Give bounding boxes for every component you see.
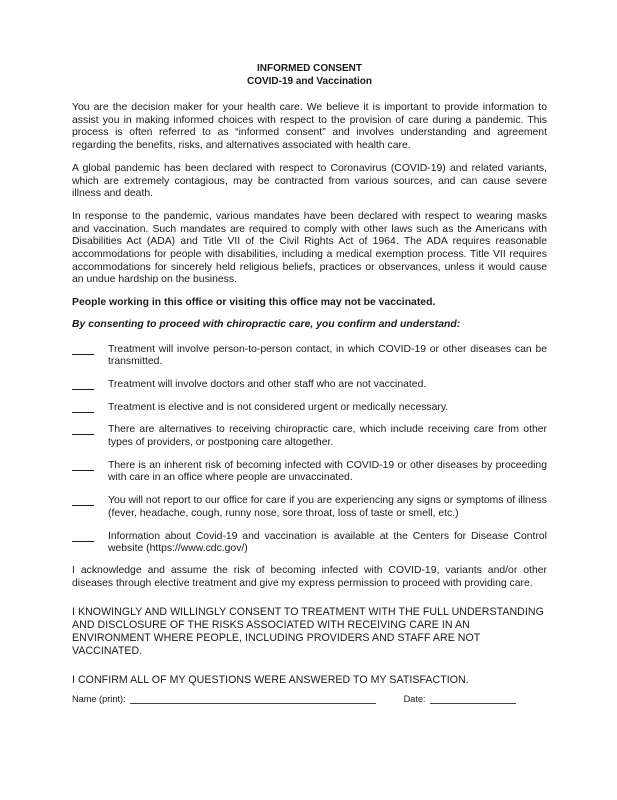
initial-blank[interactable] bbox=[72, 344, 94, 355]
acknowledgement-text: There are alternatives to receiving chiropractic care, which include receiving care from other types of providers, or postponing care altogether. bbox=[108, 424, 547, 449]
acknowledgement-item bbox=[72, 495, 547, 520]
intro-paragraph: You are the decision maker for your health care. We believe it is important to provide information to assist you in making informed choices with respect to the provision of care during a pandemic. This process is often referred to as “informed consent” and involves understanding and agreement regarding the benefits, risks, and alternatives associated with health care. bbox=[72, 102, 547, 152]
acknowledgement-item bbox=[72, 344, 547, 369]
acknowledgement-text: Information about Covid-19 and vaccination is available at the Centers for Disease Control website (https://www.cdc.gov/) bbox=[108, 530, 547, 555]
name-label: Name (print): bbox=[72, 693, 126, 704]
acknowledge-paragraph: I acknowledge and assume the risk of becoming infected with COVID-19, variants and/or other diseases through elective treatment and give my express permission to proceed with providing care. bbox=[72, 564, 547, 589]
acknowledgement-text: Treatment will involve person-to-person contact, in which COVID-19 or other diseases can be transmitted. bbox=[108, 343, 547, 368]
document-title: INFORMED CONSENT bbox=[257, 63, 362, 74]
acknowledgement-item bbox=[72, 379, 547, 392]
acknowledgement-text: There is an inherent risk of becoming infected with COVID-19 or other diseases by proceeding with care in an office where people are unvaccinated. bbox=[108, 459, 547, 484]
date-field[interactable] bbox=[430, 693, 516, 704]
confirm-heading: By consenting to proceed with chiropractic care, you confirm and understand: bbox=[72, 318, 461, 330]
initial-blank[interactable] bbox=[72, 460, 94, 471]
consent-statement: I KNOWINGLY AND WILLINGLY CONSENT TO TREATMENT WITH THE FULL UNDERSTANDING AND DISCLOSURE OF THE RISKS ASSOCIATED WITH RECEIVING CARE IN AN ENVIRONMENT WHERE PEOPLE, INCLUDING PROVIDERS AND STAFF ARE NOT VACCINATED. bbox=[72, 606, 544, 658]
acknowledgement-text: Treatment will involve doctors and other staff who are not vaccinated. bbox=[108, 378, 427, 390]
document-title-block bbox=[72, 62, 547, 88]
pandemic-paragraph: A global pandemic has been declared with respect to Coronavirus (COVID-19) and related variants, which are extremely contagious, may be contracted from various sources, and can cause severe illness and death. bbox=[72, 162, 547, 200]
initial-blank[interactable] bbox=[72, 379, 94, 390]
name-field[interactable] bbox=[130, 693, 376, 704]
vaccination-notice: People working in this office or visiting this office may not be vaccinated. bbox=[72, 297, 436, 309]
acknowledgement-item bbox=[72, 402, 547, 415]
signature-row bbox=[72, 693, 547, 704]
initial-blank[interactable] bbox=[72, 495, 94, 506]
initial-blank[interactable] bbox=[72, 531, 94, 542]
document-subtitle: COVID-19 and Vaccination bbox=[246, 76, 373, 87]
acknowledgement-item bbox=[72, 424, 547, 449]
mandates-paragraph: In response to the pandemic, various mandates have been declared with respect to wearing masks and vaccination. Such mandates are required to comply with other laws such as the Americans with Disabilities Act (ADA) and Title VII of the Civil Rights Act of 1964. The ADA requires reasonable accommodations for people with disabilities, including a medical exemption process. Title VII requires accommodations for sincerely held religious beliefs, practices or observances, unless it would cause an undue hardship on the business. bbox=[72, 210, 547, 286]
acknowledgement-text: You will not report to our office for care if you are experiencing any signs or symptoms of illness (fever, headache, cough, runny nose, sore throat, loss of taste or smell, etc.) bbox=[108, 495, 547, 519]
acknowledgement-text: Treatment is elective and is not considered urgent or medically necessary. bbox=[108, 401, 449, 413]
questions-confirmation: I CONFIRM ALL OF MY QUESTIONS WERE ANSWERED TO MY SATISFACTION. bbox=[72, 674, 469, 687]
initial-blank[interactable] bbox=[72, 424, 94, 435]
acknowledgement-item bbox=[72, 531, 547, 556]
acknowledgement-item bbox=[72, 460, 547, 485]
date-label: Date: bbox=[403, 693, 426, 704]
initial-blank[interactable] bbox=[72, 402, 94, 413]
